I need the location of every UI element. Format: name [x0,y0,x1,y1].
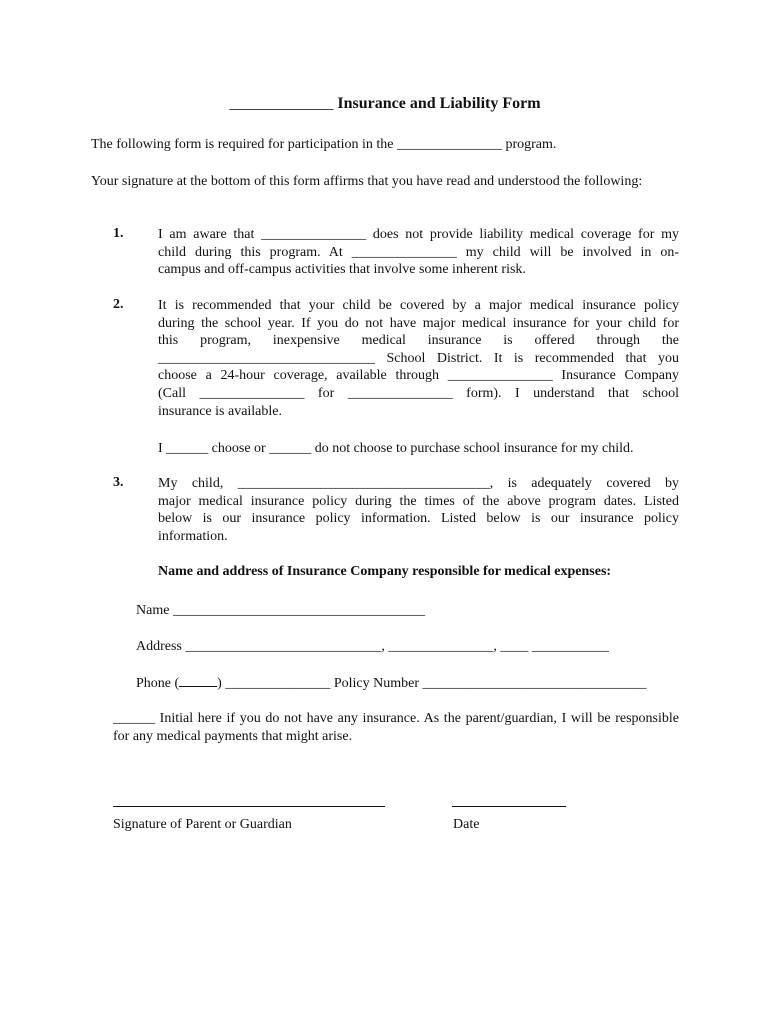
item-3-text [158,475,679,545]
intro-program-blank[interactable]: _______________ [396,137,502,152]
item-line: child during this program. At _______________ my child will be involved in on- [158,244,679,260]
item-line: information. [158,528,228,544]
intro-paragraph [91,137,556,153]
item-line: choose a 24-hour coverage, available through _______________ Insurance Company [158,368,679,384]
item-1-text [158,226,679,279]
item-2-text [158,297,679,420]
item-number: 1. [113,226,124,241]
item-line: _______________________________ School District. It is recommended that you [158,350,679,366]
item-number: 2. [113,297,124,312]
date-label: Date [453,817,480,832]
phone-label: Phone ( [136,676,180,691]
policy-number-blank[interactable]: ________________________________ [422,676,647,691]
parent-signature-line[interactable] [113,806,385,807]
insurance-choice-line[interactable]: I ______ choose or ______ do not choose to purchase school insurance for my child. [158,441,634,456]
name-label: Name [136,603,170,618]
signature-statement: Your signature at the bottom of this form affirms that you have read and understood the following: [91,174,643,189]
name-blank[interactable]: ____________________________________ [172,603,425,618]
form-title-text: Insurance and Liability Form [337,95,541,112]
intro-prefix: The following form is required for participation in the [91,137,397,152]
item-line: My child, ____________________________________, is adequately covered by [158,476,679,491]
item-line: below is our insurance policy information. Listed below is our insurance policy [158,511,679,527]
form-title [0,95,770,113]
parent-signature-label: Signature of Parent or Guardian [113,817,292,832]
item-line: this program, inexpensive medical insurance is offered through the [158,333,679,349]
item-number: 3. [113,475,124,490]
program-name-blank[interactable]: _____________ [229,95,334,112]
insurance-address-field[interactable] [136,639,609,655]
initial-statement[interactable]: ______ Initial here if you do not have any insurance. As the parent/guardian, I will be responsible for any medical payments that might arise. [113,711,679,744]
phone-blank[interactable]: _______________ [225,676,331,691]
policy-number-label: Policy Number [333,676,419,691]
insurance-name-field[interactable] [136,603,425,619]
item-line: insurance is available. [158,403,283,419]
item-line: during the school year. If you do not have major medical insurance for your child for [158,315,679,331]
address-blank[interactable]: ____________________________, _______________, ____ ___________ [185,639,609,654]
date-signature-line[interactable] [452,806,566,807]
insurance-phone-policy-field[interactable] [136,675,647,692]
phone-close: ) [217,676,222,691]
item-line: I am aware that _______________ does not provide liability medical coverage for my [158,227,679,242]
item-line: It is recommended that your child be covered by a major medical insurance policy [158,298,679,313]
insurance-section-heading: Name and address of Insurance Company responsible for medical expenses: [158,564,612,579]
address-label: Address [136,639,182,654]
item-line: campus and off-campus activities that involve some inherent risk. [158,262,526,278]
area-code-blank[interactable] [179,675,217,687]
intro-suffix: program. [501,137,557,152]
item-line: major medical insurance policy during the times of the above program dates. Listed [158,493,679,509]
item-line: (Call _______________ for _______________ form). I understand that school [158,385,679,401]
